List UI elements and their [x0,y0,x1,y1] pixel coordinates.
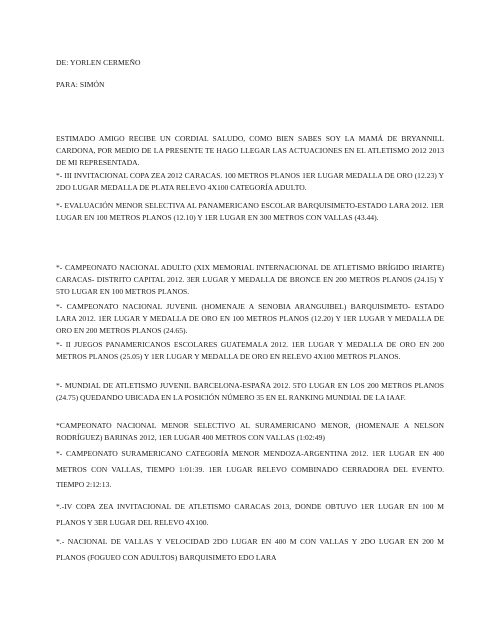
achievement-item: *.- NACIONAL DE VALLAS Y VELOCIDAD 2DO LUGAR EN 400 M CON VALLAS Y 2DO LUGAR EN 200 M PLANOS (FOGUEO CON ADULTOS) BARQUISIMETO EDO LARA [56,537,444,562]
achievement-item: *CAMPEONATO NACIONAL MENOR SELECTIVO AL SURAMERICANO MENOR, (HOMENAJE A NELSON RODRÍGUEZ) BARINAS 2012, 1ER LUGAR 400 METROS CON VALLAS (1:02:49) [56,421,444,443]
achievement-item: *- CAMPEONATO SURAMERICANO CATEGORÍA MENOR MENDOZA-ARGENTINA 2012. 1ER LUGAR EN 400 METROS CON VALLAS, TIEMPO 1:01:39. 1ER LUGAR RELEVO COMBINADO CERRADORA DEL EVENTO. TIEMPO 2:12:13. [56,449,444,489]
achievement-item: *- CAMPEONATO NACIONAL JUVENIL (HOMENAJE A SENOBIA ARANGUIBEL) BARQUISIMETO- ESTADO LARA 2012. 1ER LUGAR Y MEDALLA DE ORO EN 100 METROS PLANOS (12.20) Y 1ER LUGAR Y MEDALLA DE ORO EN 200 METROS PLANOS (24.65). [56,302,444,336]
intro-paragraph: ESTIMADO AMIGO RECIBE UN CORDIAL SALUDO, COMO BIEN SABES SOY LA MAMÁ DE BRYANNILL CARDONA, POR MEDIO DE LA PRESENTE TE HAGO LLEGAR LAS ACTUACIONES EN EL ATLETISMO 2012 2013 DE MI REPRESENTADA. [56,134,444,168]
achievement-item: *- CAMPEONATO NACIONAL ADULTO (XIX MEMORIAL INTERNACIONAL DE ATLETISMO BRÍGIDO IRIARTE) CARACAS- DISTRITO CAPITAL 2012. 3ER LUGAR Y MEDALLA DE BRONCE EN 200 METROS PLANOS (24.15) Y 5TO LUGAR EN 100 METROS PLANOS. [56,263,444,297]
sender-line: DE: YORLEN CERMEÑO [56,58,141,67]
achievement-item: *- MUNDIAL DE ATLETISMO JUVENIL BARCELONA-ESPAÑA 2012. 5TO LUGAR EN LOS 200 METROS PLANOS (24.75) QUEDANDO UBICADA EN LA POSICIÓN NÚMERO 35 EN EL RANKING MUNDIAL DE LA IAAF. [56,381,444,403]
achievement-item: *- II JUEGOS PANAMERICANOS ESCOLARES GUATEMALA 2012. 1ER LUGAR Y MEDALLA DE ORO EN 200 METROS PLANOS (25.05) Y 1ER LUGAR Y MEDALLA DE ORO EN RELEVO 4X100 METROS PLANOS. [56,340,444,362]
achievement-item: *.-IV COPA ZEA INVITACIONAL DE ATLETISMO CARACAS 2013, DONDE OBTUVO 1ER LUGAR EN 100 M PLANOS Y 3ER LUGAR DEL RELEVO 4X100. [56,502,444,527]
achievement-item: *- III INVITACIONAL COPA ZEA 2012 CARACAS. 100 METROS PLANOS 1ER LUGAR MEDALLA DE ORO (12.23) Y 2DO LUGAR MEDALLA DE PLATA RELEVO 4X100 CATEGORÍA ADULTO. [56,171,444,193]
achievement-item: *- EVALUACIÓN MENOR SELECTIVA AL PANAMERICANO ESCOLAR BARQUISIMETO-ESTADO LARA 2012. 1ER LUGAR EN 100 METROS PLANOS (12.10) Y 1ER LUGAR EN 300 METROS CON VALLAS (43.44). [56,201,444,223]
recipient-line: PARA: SIMÓN [56,80,105,89]
